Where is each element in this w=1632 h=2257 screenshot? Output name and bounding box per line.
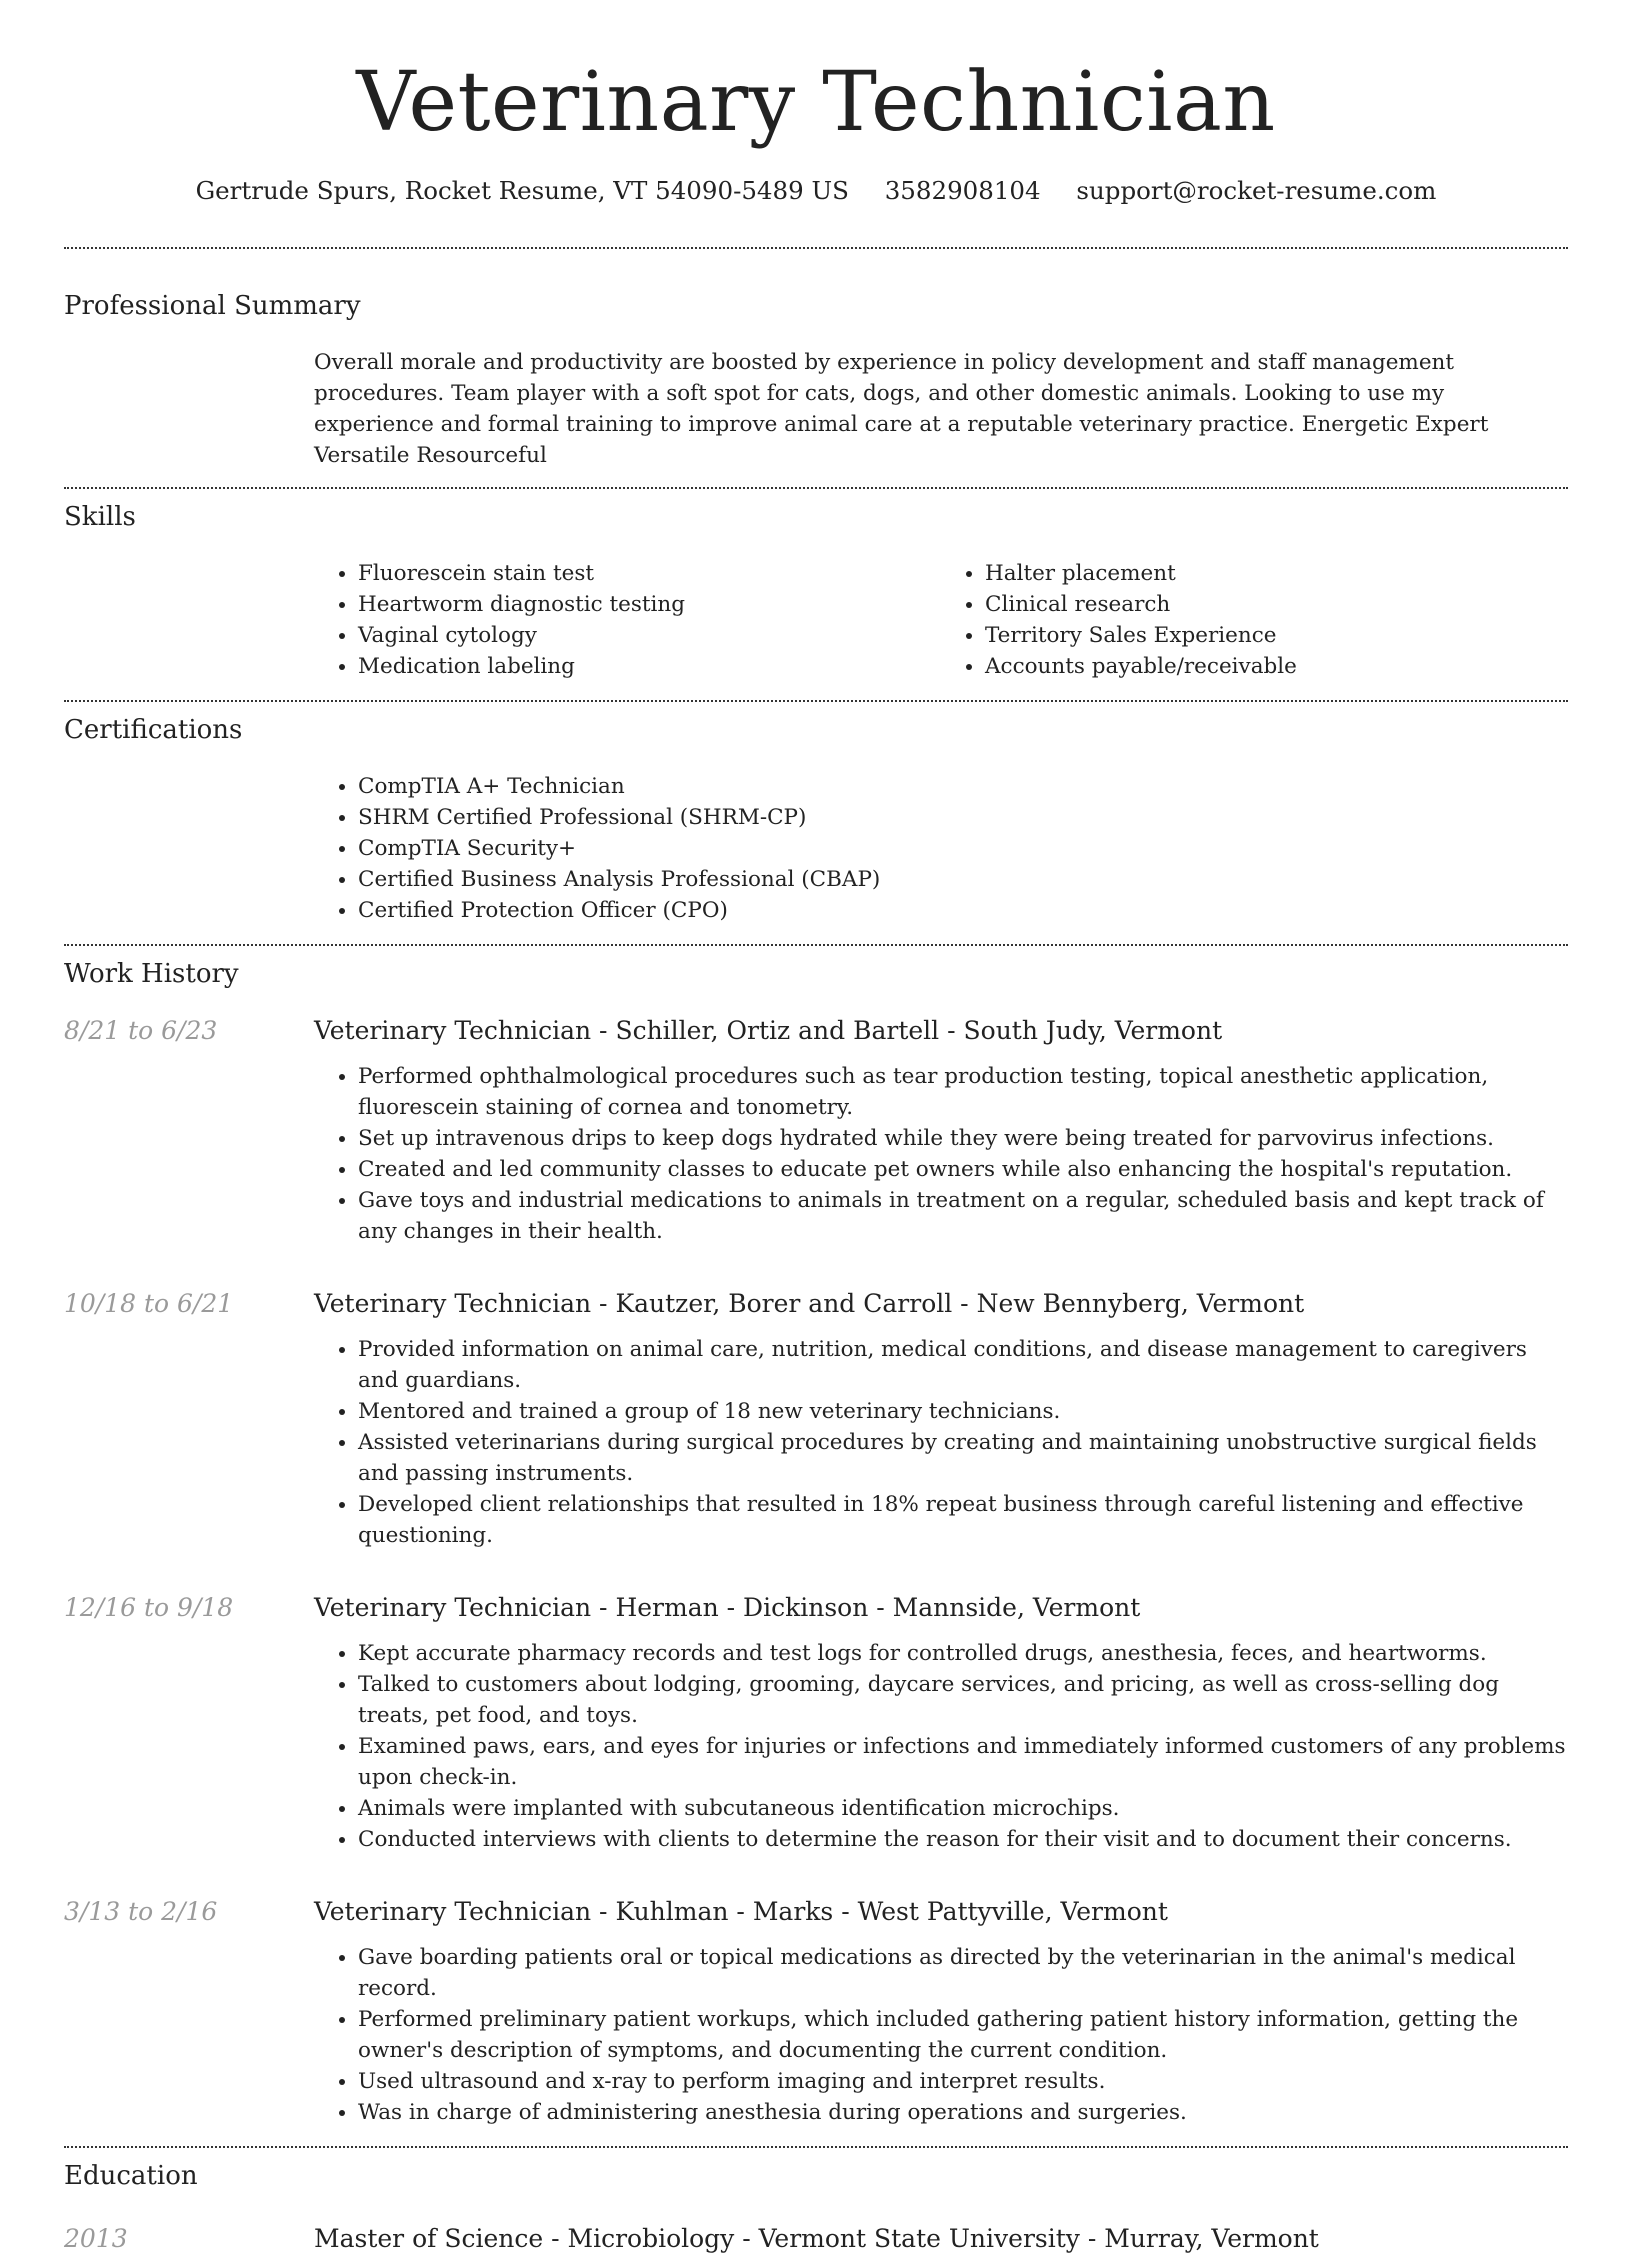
job-bullet: • Assisted veterinarians during surgical procedures by creating and maintaining unobstructive surgical fields and passing instruments.: [358, 1427, 1568, 1489]
job-bullet: • Mentored and trained a group of 18 new veterinary technicians.: [358, 1396, 1568, 1427]
job-bullets: [314, 1942, 1568, 2128]
education-degree: Master of Science - Microbiology - Vermont State University - Murray, Vermont: [314, 2224, 1319, 2253]
certifications-heading: Certifications: [64, 715, 243, 745]
certifications-list: [314, 771, 1568, 926]
skills-list-left: [314, 558, 941, 682]
job-title: Veterinary Technician - Kuhlman - Marks - West Pattyville, Vermont: [314, 1897, 1168, 1926]
skills-heading: Skills: [64, 502, 136, 532]
education-section: [64, 2148, 1568, 2257]
education-date: 2013: [64, 2224, 128, 2253]
job-body: [314, 1894, 1568, 2128]
skill-item: • Heartworm diagnostic testing: [358, 589, 941, 620]
job-entry: [64, 1590, 1568, 1855]
job-bullet: • Examined paws, ears, and eyes for injuries or infections and immediately informed customers of any problems upon check-in.: [358, 1731, 1568, 1793]
job-bullet: • Provided information on animal care, nutrition, medical conditions, and disease management to caregivers and guardians.: [358, 1334, 1568, 1396]
job-entry: [64, 1286, 1568, 1551]
job-bullet: • Set up intravenous drips to keep dogs hydrated while they were being treated for parvovirus infections.: [358, 1123, 1568, 1154]
job-bullet: • Developed client relationships that resulted in 18% repeat business through careful listening and effective questioning.: [358, 1489, 1568, 1551]
job-bullet: • Gave toys and industrial medications to animals in treatment on a regular, scheduled basis and kept track of any changes in their health.: [358, 1185, 1568, 1247]
page-title: Veterinary Technician: [356, 55, 1276, 150]
skill-item: • Accounts payable/receivable: [985, 651, 1568, 682]
certifications-section: [64, 702, 1568, 926]
summary-section: [64, 249, 1568, 471]
job-bullet: • Performed preliminary patient workups, which included gathering patient history information, getting the owner's description of symptoms, and documenting the current condition.: [358, 2004, 1568, 2066]
job-bullet: • Conducted interviews with clients to determine the reason for their visit and to document their concerns.: [358, 1824, 1568, 1855]
certification-item: • SHRM Certified Professional (SHRM-CP): [358, 802, 1568, 833]
job-bullets: [314, 1638, 1568, 1855]
job-dates: 12/16 to 9/18: [64, 1593, 234, 1622]
certification-item: • CompTIA A+ Technician: [358, 771, 1568, 802]
job-bullet: • Gave boarding patients oral or topical medications as directed by the veterinarian in the animal's medical record.: [358, 1942, 1568, 2004]
skill-item: • Clinical research: [985, 589, 1568, 620]
contact-email: support@rocket-resume.com: [1076, 176, 1437, 205]
job-body: [314, 1590, 1568, 1855]
job-body: [314, 1286, 1568, 1551]
job-dates: 3/13 to 2/16: [64, 1897, 218, 1926]
job-bullet: • Created and led community classes to educate pet owners while also enhancing the hospital's reputation.: [358, 1154, 1568, 1185]
job-bullet: • Was in charge of administering anesthesia during operations and surgeries.: [358, 2097, 1568, 2128]
job-body: [314, 1013, 1568, 1247]
job-bullets: [314, 1061, 1568, 1247]
job-title: Veterinary Technician - Schiller, Ortiz and Bartell - South Judy, Vermont: [314, 1016, 1223, 1045]
skill-item: • Territory Sales Experience: [985, 620, 1568, 651]
contact-phone: 3582908104: [884, 176, 1041, 205]
job-dates: 10/18 to 6/21: [64, 1289, 234, 1318]
education-entry: [64, 2221, 1568, 2257]
job-bullet: • Kept accurate pharmacy records and test logs for controlled drugs, anesthesia, feces, and heartworms.: [358, 1638, 1568, 1669]
job-bullet: • Performed ophthalmological procedures such as tear production testing, topical anesthetic application, fluorescein staining of cornea and tonometry.: [358, 1061, 1568, 1123]
skills-list-right: [941, 558, 1568, 682]
work-history-section: [64, 946, 1568, 2128]
job-bullet: • Used ultrasound and x-ray to perform imaging and interpret results.: [358, 2066, 1568, 2097]
job-title: Veterinary Technician - Kautzer, Borer and Carroll - New Bennyberg, Vermont: [314, 1289, 1305, 1318]
job-entry: [64, 1894, 1568, 2128]
skill-item: • Vaginal cytology: [358, 620, 941, 651]
skills-columns: [314, 558, 1568, 682]
job-entry: [64, 1013, 1568, 1247]
contact-line: [64, 174, 1568, 208]
job-bullets: [314, 1334, 1568, 1551]
summary-heading: Professional Summary: [64, 291, 361, 321]
contact-address: Gertrude Spurs, Rocket Resume, VT 54090-5489 US: [195, 176, 849, 205]
job-dates: 8/21 to 6/23: [64, 1016, 218, 1045]
job-bullet: • Talked to customers about lodging, grooming, daycare services, and pricing, as well as cross-selling dog treats, pet food, and toys.: [358, 1669, 1568, 1731]
skills-section: [64, 489, 1568, 682]
certification-item: • Certified Protection Officer (CPO): [358, 895, 1568, 926]
skill-item: • Halter placement: [985, 558, 1568, 589]
certification-item: • CompTIA Security+: [358, 833, 1568, 864]
education-heading: Education: [64, 2161, 198, 2191]
work-history-heading: Work History: [64, 959, 239, 989]
job-bullet: • Animals were implanted with subcutaneous identification microchips.: [358, 1793, 1568, 1824]
summary-text: Overall morale and productivity are boosted by experience in policy development and staff management procedures. Team player with a soft spot for cats, dogs, and other domestic animals. Looking to use my experience and formal training to improve animal care at a reputable veterinary practice. Energetic Expert Versatile Resourceful: [314, 350, 1489, 468]
job-title: Veterinary Technician - Herman - Dickinson - Mannside, Vermont: [314, 1593, 1141, 1622]
skill-item: • Fluorescein stain test: [358, 558, 941, 589]
certification-item: • Certified Business Analysis Professional (CBAP): [358, 864, 1568, 895]
skill-item: • Medication labeling: [358, 651, 941, 682]
